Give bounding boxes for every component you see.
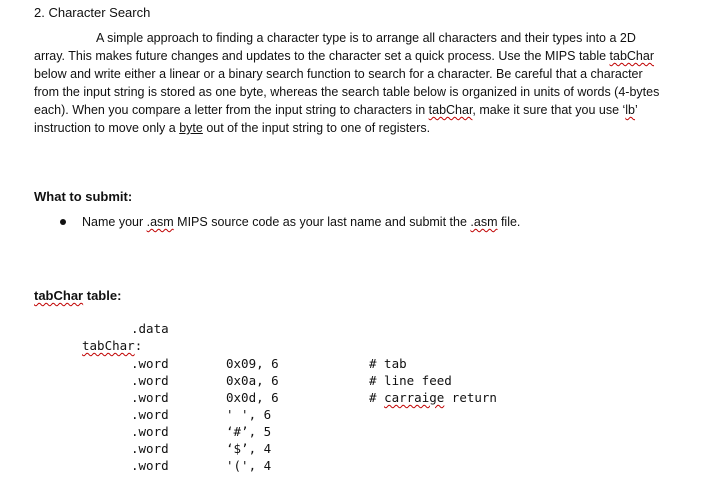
para-text-2: below and write either a linear or a binary search function to search for a character. Be careful that a character from the input string is stored as one byte, whereas the search table below is organized in units of words (4-bytes each). When you compare a letter from the input string to characters in (34, 67, 660, 117)
para-text-4: ’ instruction to move only a (34, 103, 638, 135)
code-row-comment: # tab (369, 356, 407, 371)
tabchar-ref-1: tabChar (609, 49, 655, 63)
tabchar-ref-2: tabChar (428, 103, 473, 117)
code-row-value: ‘#’, 5 (226, 424, 272, 439)
code-row-comment: # line feed (369, 373, 452, 388)
code-row-word: .word (131, 424, 169, 439)
data-directive: .data (131, 321, 169, 336)
bullet-icon (60, 219, 66, 225)
submit-bullet-item (60, 214, 520, 231)
table-label-suffix: table: (83, 288, 122, 303)
code-label-name: tabChar (82, 338, 135, 353)
para-text-5: out of the input string to one of registers. (202, 121, 431, 135)
code-row-value: 0x0a, 6 (226, 373, 279, 388)
table-label-name: tabChar (34, 288, 84, 303)
para-text-1: A simple approach to finding a character type is to arrange all characters and their types into a 2D array. This makes future changes and updates to the character set a quick process. Use the MIPS table (34, 31, 636, 63)
byte-word: byte (179, 121, 203, 135)
code-row-word: .word (131, 390, 169, 405)
code-row-value: 0x09, 6 (226, 356, 279, 371)
lb-instruction: lb (625, 103, 636, 117)
comment-suffix: return (444, 390, 497, 405)
code-row-word: .word (131, 458, 169, 473)
asm-ext-2: .asm (470, 215, 498, 229)
code-row-value: 0x0d, 6 (226, 390, 279, 405)
code-row-word: .word (131, 407, 169, 422)
table-label (34, 287, 121, 304)
code-row-word: .word (131, 441, 169, 456)
code-row-value: ‘$’, 4 (226, 441, 272, 456)
bullet-text-3: file. (497, 215, 521, 229)
bullet-text-1: Name your (82, 215, 147, 229)
code-label (82, 337, 142, 354)
code-row-word: .word (131, 356, 169, 371)
code-row-value: ' ', 6 (226, 407, 272, 422)
instructions-paragraph (34, 29, 664, 137)
bullet-text-2: MIPS source code as your last name and submit the (173, 215, 471, 229)
comment-prefix: # (369, 390, 385, 405)
code-row-word: .word (131, 373, 169, 388)
submit-label: What to submit: (34, 189, 133, 204)
comment-misspelled-word: carraige (384, 390, 445, 405)
code-row-comment (369, 389, 497, 406)
para-text-3: , make it sure that you use ‘ (472, 103, 626, 117)
code-row-value: '(', 4 (226, 458, 272, 473)
asm-ext-1: .asm (146, 215, 174, 229)
code-label-colon: : (134, 338, 143, 353)
section-heading: 2. Character Search (34, 5, 151, 20)
